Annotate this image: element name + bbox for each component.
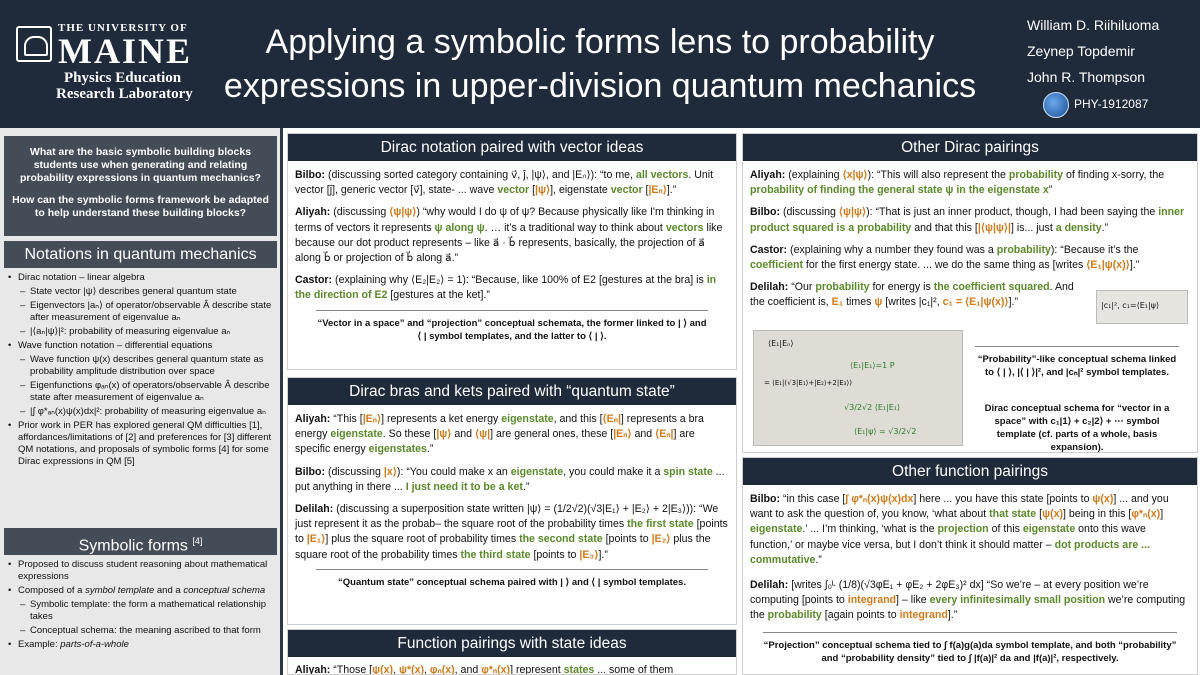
whiteboard-photo <box>753 330 963 446</box>
section-heading: Dirac bras and kets paired with “quantum state” <box>288 378 736 405</box>
list-subitem: – Eigenvectors |aₙ⟩ of operator/observable Â describe state after measurement of eigenvalue aₙ <box>18 300 278 324</box>
logo-lab-line1: Physics Education <box>64 70 182 86</box>
list-subitem: – Wave function ψ(x) describes general quantum state as probability amplitude distribution over space <box>18 354 278 378</box>
reference-marker: [4] <box>192 536 203 546</box>
schema-note: “Probability”-like conceptual schema linked to ⟨ | ⟩, |⟨ | ⟩|², and |cₙ|² symbol templates. <box>975 346 1179 379</box>
list-item <box>6 272 278 338</box>
schema-note: “Quantum state” conceptual schema paired with | ⟩ and ⟨ | symbol templates. <box>316 569 708 589</box>
section-bras-kets <box>287 377 737 625</box>
student-quote: Delilah: [writes ∫₀ᴸ (1/8)(√3φE₁ + φE₂ + 2φE₃)² dx] “So we’re – at every position we’re computing [points to integrand] – like every infinitesimally small position we’re computing the probability [again points to integrand].” <box>750 579 1186 622</box>
symbolic-forms-list <box>6 559 278 653</box>
author-name: John R. Thompson <box>1027 69 1146 85</box>
schema-note: “Projection” conceptual schema tied to ∫ f(a)g(a)da symbol template, and both “probability” and “probability density” tied to ∫ |f(a)|² da and |f(a)|², respectively. <box>763 632 1177 665</box>
section-heading: Other function pairings <box>743 458 1197 485</box>
section-function-pairings <box>287 629 737 675</box>
list-item: • Prior work in PER has explored general QM difficulties [1], affordances/limitations of [2] and preferences for [3] different QM notations, and proposals of symbolic forms [4] for some Dirac expressions in QM [5] <box>6 420 278 468</box>
university-seal-icon <box>16 26 52 62</box>
section-heading: Function pairings with state ideas <box>288 630 736 657</box>
section-heading: Dirac notation paired with vector ideas <box>288 134 736 161</box>
author-name: Zeynep Topdemir <box>1027 43 1135 59</box>
list-subitem: – Conceptual schema: the meaning ascribed to that form <box>18 625 278 637</box>
notations-list <box>6 272 278 470</box>
text: and a <box>154 585 184 596</box>
student-quote: Bilbo: “in this case [∫ φ*ₙ(x)ψ(x)dx] here ... you have this state [points to ψ(x)] ... and you want to ask the question of, you know, ‘what about that state [ψ(x)] being in this [φ*ₙ(x)] eigenstate.’ ... I’m thinking, ‘what is the projection of this eigenstate onto this wave function,’ or maybe vice versa, but I don’t think it should matter – dot products are ... commutative.” <box>750 493 1169 566</box>
list-subitem: – |∫ φ*ₐₙ(x)ψ(x)dx|²: probability of measuring eigenvalue aₙ <box>18 406 278 418</box>
student-quote: Bilbo: (discussing sorted category containing v⃗, ĵ, |ψ⟩, and |Eₙ⟩): “to me, all vectors. Unit vector [ĵ], generic vector [v⃗], state- ... wave vector [|ψ⟩], eigenstate vector [|Eₙ⟩].” <box>295 169 714 197</box>
term: parts-of-a-whole <box>60 639 129 650</box>
list-subitem: – Symbolic template: the form a mathematical relationship takes <box>18 599 278 623</box>
list-item: • Proposed to discuss student reasoning about mathematical expressions <box>6 559 278 583</box>
heading-text: Symbolic forms <box>78 537 188 555</box>
poster-header <box>0 0 1200 128</box>
research-question: How can the symbolic forms framework be adapted to help understand these building blocks? <box>12 194 269 219</box>
text: Composed of a <box>18 585 86 596</box>
list-item <box>6 340 278 418</box>
title-line-2: expressions in upper-division quantum mechanics <box>223 67 977 105</box>
handwriting: ⟨E₁|Eₙ⟩ <box>768 339 794 348</box>
handwriting: = ⟨E₁|(√3|E₁⟩+|E₂⟩+2|E₃⟩) <box>764 379 852 387</box>
term: symbol template <box>85 585 155 596</box>
list-item <box>6 639 278 651</box>
title-line-1: Applying a symbolic forms lens to probability <box>265 23 935 61</box>
list-subitem: – State vector |ψ⟩ describes general quantum state <box>18 286 278 298</box>
section-other-function <box>742 457 1198 675</box>
author-list <box>1027 12 1159 90</box>
text: Example: <box>18 639 61 650</box>
author-name: William D. Riihiluoma <box>1027 17 1160 33</box>
student-quote: Delilah: (discussing a superposition state written |ψ⟩ = (1/2√2)(√3|E₁⟩ + |E₂⟩ + 2|E₃⟩)): “We just represent it as the probab– the square root of the probability times the first state [points to |E₁⟩] plus the square root of probability times the second state [points to |E₂⟩ plus the square root of the probability times the third state [points to |E₃⟩].” <box>295 503 728 561</box>
list-item <box>6 585 278 637</box>
handwriting: ⟨E₁|ψ⟩ = √3/2√2 <box>854 427 917 436</box>
symbolic-forms-heading <box>4 528 277 555</box>
research-question: What are the basic symbolic building blocks students use when generating and relating probability expressions in quantum mechanics? <box>20 146 261 184</box>
student-quote: Delilah: “Our probability for energy is the coefficient squared. And the coefficient is, E₁ times ψ [writes |c₁|², c₁ = ⟨E₁|ψ(x)⟩].” <box>750 281 1074 309</box>
logo-name: MAINE <box>58 31 192 71</box>
handwriting-photo <box>1096 290 1188 324</box>
logo-university: THE UNIVERSITY OF <box>58 22 188 34</box>
handwriting: |c₁|², c₁=⟨E₁|ψ⟩ <box>1101 301 1160 310</box>
grant-number: PHY-1912087 <box>1074 97 1149 111</box>
term: conceptual schema <box>183 585 266 596</box>
student-quote: Bilbo: (discussing |x⟩): “You could make x an eigenstate, you could make it a spin state ... put anything in there ... I just need it to be a ket.” <box>295 465 725 493</box>
student-quote: Bilbo: (discussing ⟨ψ|ψ⟩): “That is just an inner product, though, I had been saying the inner product squared is a probability and that this [|⟨ψ|ψ⟩|] is... just a density.” <box>750 206 1185 234</box>
section-heading: Other Dirac pairings <box>743 134 1197 161</box>
schema-note: Dirac conceptual schema for “vector in a space” with c₁|1⟩ + c₂|2⟩ + ⋯ symbol template (cf. parts of a whole, basis expansion). <box>984 403 1170 453</box>
poster-title <box>200 20 1000 108</box>
notations-heading: Notations in quantum mechanics <box>4 241 277 268</box>
student-quote: Aliyah: “This [|Eₙ⟩] represents a ket energy eigenstate, and this [⟨Eₙ|] represents a bra energy eigenstate. So these [|ψ⟩ and ⟨ψ|] are general ones, these [|Eₙ⟩ and ⟨Eₙ|] are specific energy eigenstates.” <box>295 413 704 456</box>
section-dirac-vector <box>287 133 737 370</box>
university-logo <box>14 22 193 107</box>
list-subitem: – Eigenfunctions φₐₙ(x) of operators/observable Â describe state after measurement of eigenvalue aₙ <box>18 380 278 404</box>
left-column <box>0 128 283 675</box>
handwriting: ⟨E₁|E₁⟩=1 P <box>850 361 895 370</box>
student-quote: Aliyah: “Those [ψ(x), ψ*(x), φₙ(x), and φ*ₙ(x)] represent states ... some of them <box>295 664 674 675</box>
schema-note: “Vector in a space” and “projection” conceptual schemata, the former linked to | ⟩ and ⟨ | symbol templates, and the latter to ⟨ | ⟩. <box>316 310 708 343</box>
handwriting: √3/2√2 ⟨E₁|E₁⟩ <box>844 403 901 412</box>
student-quote: Castor: (explaining why ⟨E₂|E₂⟩ = 1): “Because, like 100% of E2 [gestures at the bra] is in the direction of E2 [gestures at the ket].” <box>295 274 717 302</box>
nsf-logo-icon <box>1043 92 1069 118</box>
list-item-text: Wave function notation – differential equations <box>18 340 213 351</box>
student-quote: Aliyah: (explaining ⟨x|ψ⟩): “This will also represent the probability of finding x-sorry, the probability of finding the general state ψ in the eigenstate x” <box>750 169 1165 197</box>
logo-lab-line2: Research Laboratory <box>56 86 193 102</box>
list-subitem: – |⟨aₙ|ψ⟩|²: probability of measuring eigenvalue aₙ <box>18 326 278 338</box>
student-quote: Aliyah: (discussing ⟨ψ|ψ⟩) “why would I do ψ of ψ? Because physically like I'm thinking in terms of vectors it represents ψ along ψ. … it’s a traditional way to think about vectors like because our dot product represents – like a⃗ · b⃗ represents, basically, the projection of a⃗ along b⃗ or projection of b⃗ along a⃗.” <box>295 206 723 265</box>
research-questions <box>4 136 277 236</box>
student-quote: Castor: (explaining why a number they found was a probability): “Because it’s the coefficient for the first energy state. ... we do the same thing as [writes ⟨E₁|ψ(x)⟩].” <box>750 243 1140 272</box>
list-item-text: Dirac notation – linear algebra <box>18 272 145 283</box>
